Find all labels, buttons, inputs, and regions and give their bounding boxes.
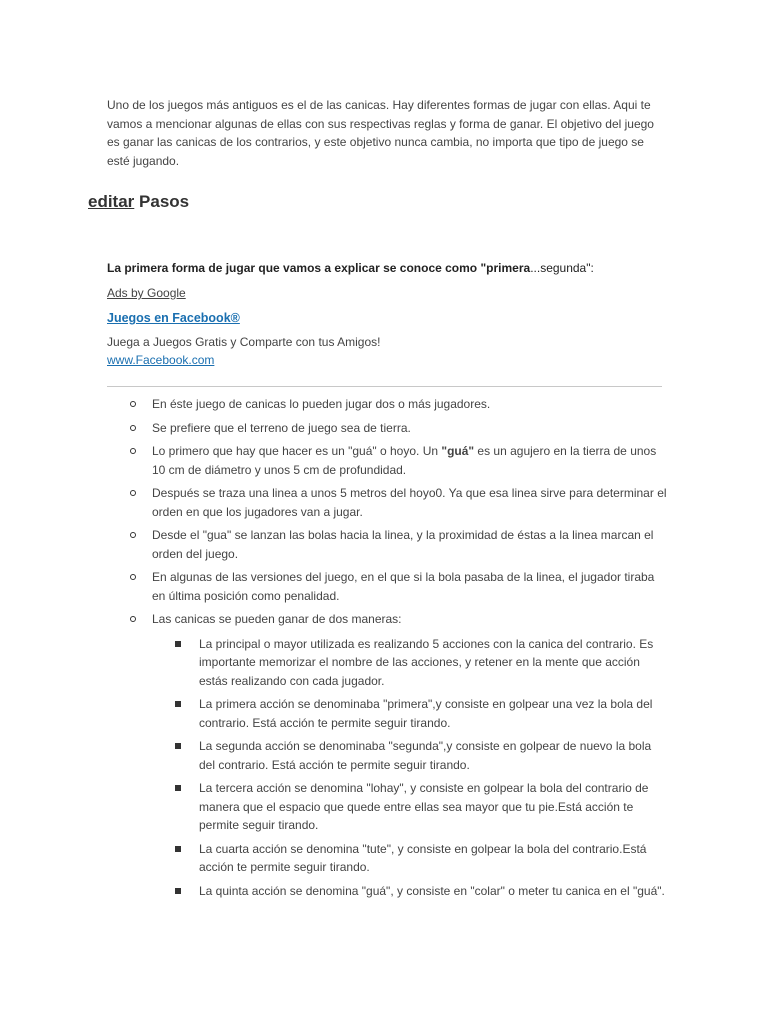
square-bullet-icon — [175, 641, 181, 647]
step-text: Desde el "gua" se lanzan las bolas hacia la linea, y la proximidad de éstas a la linea marcan el orden del juego. — [152, 528, 654, 561]
circle-bullet-icon — [130, 532, 136, 538]
square-bullet-icon — [175, 888, 181, 894]
step-text: Después se traza una linea a unos 5 metros del hoyo0. Ya que esa linea sirve para determinar el orden en que los jugadores van a jugar. — [152, 486, 667, 519]
edit-section-link[interactable]: editar — [88, 192, 135, 211]
step-text-pre: Lo primero que hay que hacer es un "guá" o hoyo. Un — [152, 444, 442, 458]
steps-list — [130, 395, 670, 905]
list-item — [130, 442, 670, 479]
lead-bold-text: La primera forma de jugar que vamos a explicar se conoce como "primera — [107, 261, 531, 275]
sub-list-item — [173, 779, 670, 835]
list-item — [130, 568, 670, 605]
circle-bullet-icon — [130, 448, 136, 454]
lead-sentence — [107, 261, 594, 275]
step-text: Se prefiere que el terreno de juego sea de tierra. — [152, 420, 411, 435]
sub-list-item — [173, 737, 670, 774]
sub-step-text: La tercera acción se denomina "lohay", y consiste en golpear la bola del contrario de manera que el espacio que quede entre ellas sea mayor que tu pie.Está acción te permite seguir tirando. — [199, 781, 649, 832]
circle-bullet-icon — [130, 425, 136, 431]
section-heading — [88, 192, 189, 212]
step-text-post: es un agujero en la tierra de unos 10 cm de diámetro y unos 5 cm de profundidad. — [152, 444, 657, 477]
square-bullet-icon — [175, 785, 181, 791]
step-text: Las canicas se pueden ganar de dos maneras: — [152, 612, 402, 626]
sub-list-item — [173, 840, 670, 877]
list-item — [130, 610, 670, 900]
square-bullet-icon — [175, 846, 181, 852]
lead-rest-text: ...segunda": — [530, 261, 594, 275]
sub-list-item — [173, 882, 670, 901]
sub-list-item — [173, 635, 670, 691]
circle-bullet-icon — [130, 490, 136, 496]
sub-step-text: La principal o mayor utilizada es realizando 5 acciones con la canica del contrario. Es importante memorizar el nombre de las acciones, y retener en la mente que acción estás realizando con cada jugador. — [199, 636, 654, 688]
sub-list-item — [173, 695, 670, 732]
ad-url-link[interactable]: www.Facebook.com — [107, 353, 215, 367]
sub-step-text: La primera acción se denominaba "primera",y consiste en golpear una vez la bola del contrario. Está acción te permite seguir tirando. — [199, 697, 653, 730]
sub-step-text: La quinta acción se denomina "guá", y consiste en "colar" o meter tu canica en el "guá". — [199, 883, 665, 898]
ad-description: Juega a Juegos Gratis y Comparte con tus Amigos! — [107, 335, 381, 349]
section-title: Pasos — [139, 192, 190, 211]
step-text: En algunas de las versiones del juego, en el que si la bola pasaba de la linea, el jugador tiraba en última posición como penalidad. — [152, 570, 655, 603]
intro-paragraph: Uno de los juegos más antiguos es el de las canicas. Hay diferentes formas de jugar con ellas. Aqui te vamos a mencionar algunas de ellas con sus respectivas reglas y forma de ganar. El objetivo del juego es ganar las canicas de los contrarios, y este objetivo nunca cambia, no importa que tipo de juego se esté jugando. — [107, 98, 654, 168]
list-item — [130, 526, 670, 563]
sub-steps-list — [152, 635, 670, 901]
ads-by-google-link[interactable]: Ads by Google — [107, 286, 186, 300]
step-text: En éste juego de canicas lo pueden jugar dos o más jugadores. — [152, 397, 491, 411]
list-item — [130, 484, 670, 521]
square-bullet-icon — [175, 701, 181, 707]
circle-bullet-icon — [130, 401, 136, 407]
square-bullet-icon — [175, 743, 181, 749]
divider — [107, 386, 662, 387]
list-item — [130, 395, 670, 414]
list-item — [130, 419, 670, 438]
sub-step-text: La cuarta acción se denomina "tute", y consiste en golpear la bola del contrario.Está acción te permite seguir tirando. — [199, 841, 647, 874]
sub-step-text: La segunda acción se denominaba "segunda",y consiste en golpear de nuevo la bola del contrario. Está acción te permite seguir tirando. — [199, 739, 652, 772]
ad-title-link[interactable]: Juegos en Facebook® — [107, 311, 240, 325]
circle-bullet-icon — [130, 616, 136, 622]
circle-bullet-icon — [130, 574, 136, 580]
step-text-bold: "guá" — [441, 444, 475, 458]
